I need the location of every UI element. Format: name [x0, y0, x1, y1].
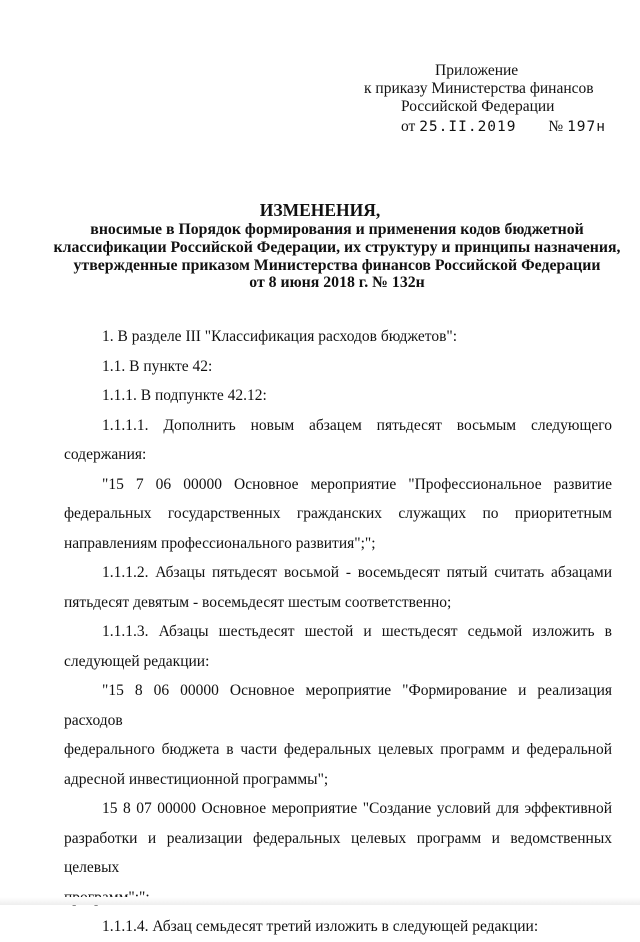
page-bottom-edge [0, 897, 640, 905]
paragraph-7-line-2: следующей редакции: [64, 652, 210, 670]
paragraph-8-line-2: федерального бюджета в части федеральных целевых программ и федеральной [64, 741, 612, 758]
paragraph-10: 1.1.1.4. Абзац семьдесят третий изложить в следующей редакции: [102, 918, 539, 935]
paragraph-9 [64, 794, 612, 912]
paragraph-5-line-3: направлениям профессионального развития";"; [64, 534, 376, 552]
paragraph-5 [64, 470, 612, 559]
paragraph-6 [64, 558, 612, 617]
paragraph-8-line-1: "15 8 06 00000 Основное мероприятие "Формирование и реализация расходов [64, 682, 612, 729]
document-body [64, 322, 612, 942]
subtitle-line: вносимые в Порядок формирования и применения кодов бюджетной [90, 221, 584, 238]
date-stamp: 25.II.2019 [419, 119, 517, 135]
number-prefix: № [548, 118, 564, 135]
number-stamp: 197н [567, 119, 606, 135]
paragraph-2: 1.1. В пункте 42: [102, 357, 213, 375]
paragraph-4-line-1: 1.1.1.1. Дополнить новым абзацем пятьдесят восьмым следующего [102, 416, 612, 434]
paragraph-7 [64, 617, 612, 676]
annex-country: Российской Федерации [401, 98, 555, 115]
paragraph-5-line-1: "15 7 06 00000 Основное мероприятие "Профессиональное развитие [102, 475, 612, 493]
paragraph-5-line-2: федеральных государственных гражданских служащих по приоритетным [64, 505, 612, 522]
paragraph-9-line-2: разработки и реализации федеральных целевых программ и ведомственных целевых [64, 829, 612, 876]
date-prefix: от [401, 118, 416, 135]
paragraph-6-line-1: 1.1.1.2. Абзацы пятьдесят восьмой - восемьдесят пятый считать абзацами [102, 564, 612, 581]
annex-label: Приложение [435, 62, 519, 79]
paragraph-6-line-2: пятьдесят девятым - восемьдесят шестым соответственно; [64, 593, 452, 611]
paragraph-4-line-2: содержания: [64, 446, 147, 463]
paragraph-9-line-1: 15 8 07 00000 Основное мероприятие "Создание условий для эффективной [102, 800, 612, 817]
annex-order-ref: к приказу Министерства финансов [364, 80, 594, 97]
paragraph-7-line-1: 1.1.1.3. Абзацы шестьдесят шестой и шестьдесят седьмой изложить в [102, 623, 612, 640]
subtitle-line: классификации Российской Федерации, их структуру и принципы назначения, [53, 238, 621, 256]
annex-date-number [401, 118, 606, 136]
document-subtitle [40, 221, 634, 292]
document-title: ИЗМЕНЕНИЯ, [259, 200, 381, 220]
paragraph-4 [64, 411, 612, 470]
paragraph-8 [64, 676, 612, 794]
subtitle-line: утвержденные приказом Министерства финансов Российской Федерации [73, 256, 601, 274]
subtitle-line: от 8 июня 2018 г. № 132н [249, 274, 425, 292]
paragraph-3: 1.1.1. В подпункте 42.12: [102, 387, 267, 404]
paragraph-1: 1. В разделе III "Классификация расходов бюджетов": [102, 328, 458, 345]
paragraph-8-line-3: адресной инвестиционной программы"; [64, 770, 329, 788]
